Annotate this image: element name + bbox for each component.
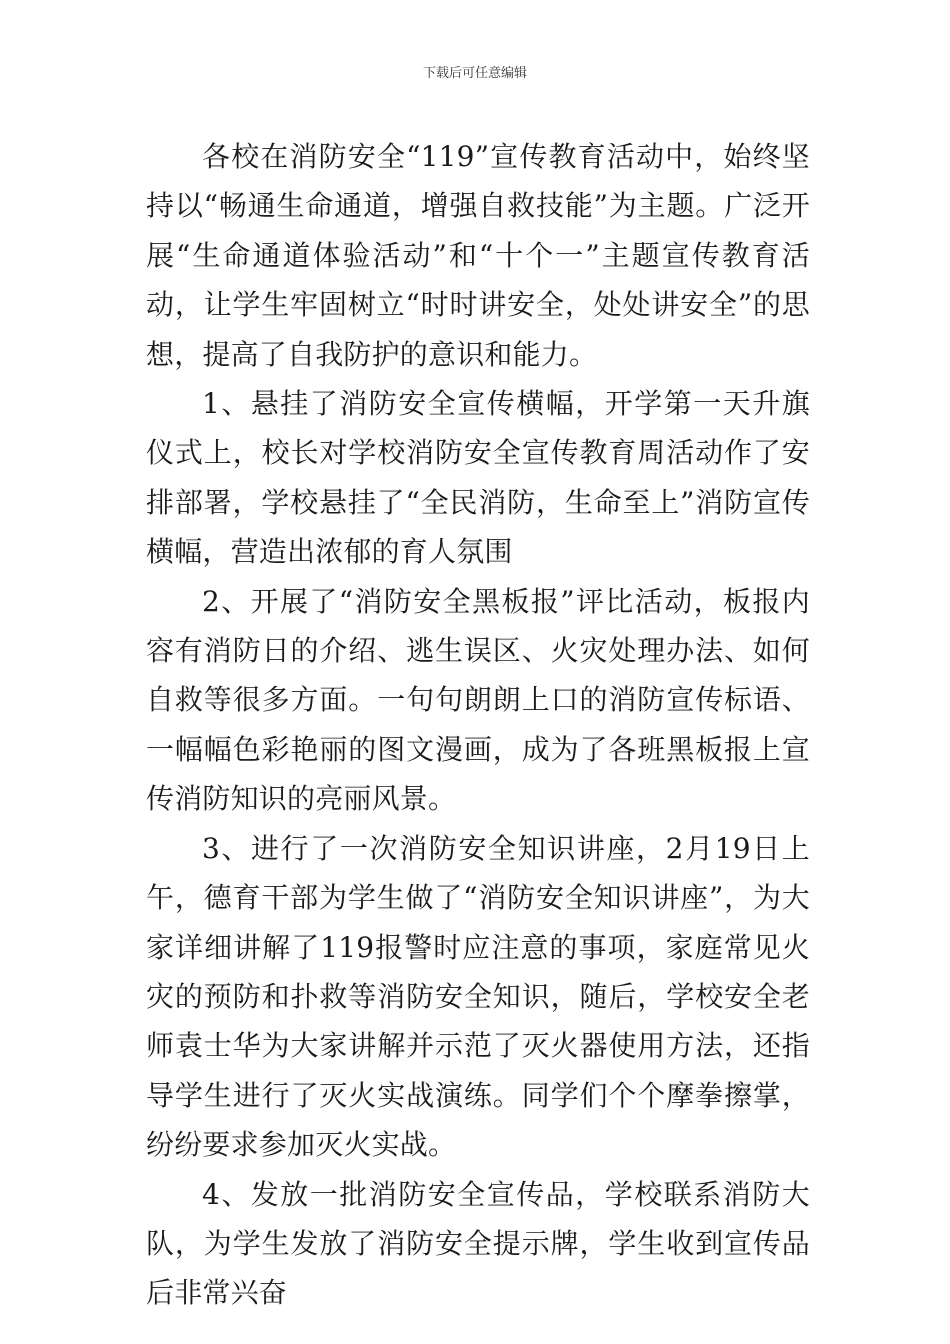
paragraph-item-1: 1、悬挂了消防安全宣传横幅，开学第一天升旗仪式上，校长对学校消防安全宣传教育周活动作了安排部署，学校悬挂了“全民消防，生命至上”消防宣传横幅，营造出浓郁的育人氛围 [146,387,810,569]
paragraph-intro: 各校在消防安全“119”宣传教育活动中，始终坚持以“畅通生命通道，增强自救技能”为主题。广泛开展“生命通道体验活动”和“十个一”主题宣传教育活动，让学生牢固树立“时时讲安全，处处讲安全”的思想，提高了自我防护的意识和能力。 [146,140,810,371]
page-header-note: 下载后可任意编辑 [422,66,527,81]
paragraph-item-2: 2、开展了“消防安全黑板报”评比活动，板报内容有消防日的介绍、逃生误区、火灾处理办法、如何自救等很多方面。一句句朗朗上口的消防宣传标语、一幅幅色彩艳丽的图文漫画，成为了各班黑板报上宣传消防知识的亮丽风景。 [146,584,810,816]
document-body [146,132,810,1318]
paragraph-item-4: 4、发放一批消防安全宣传品，学校联系消防大队，为学生发放了消防安全提示牌，学生收到宣传品后非常兴奋 [146,1177,810,1310]
paragraph-item-3: 3、进行了一次消防安全知识讲座，2月19日上午，德育干部为学生做了“消防安全知识讲座”，为大家详细讲解了119报警时应注意的事项，家庭常见火灾的预防和扑救等消防安全知识，随后，学校安全老师袁士华为大家讲解并示范了灭火器使用方法，还指导学生进行了灭火实战演练。同学们个个摩拳擦掌，纷纷要求参加灭火实战。 [146,831,810,1162]
